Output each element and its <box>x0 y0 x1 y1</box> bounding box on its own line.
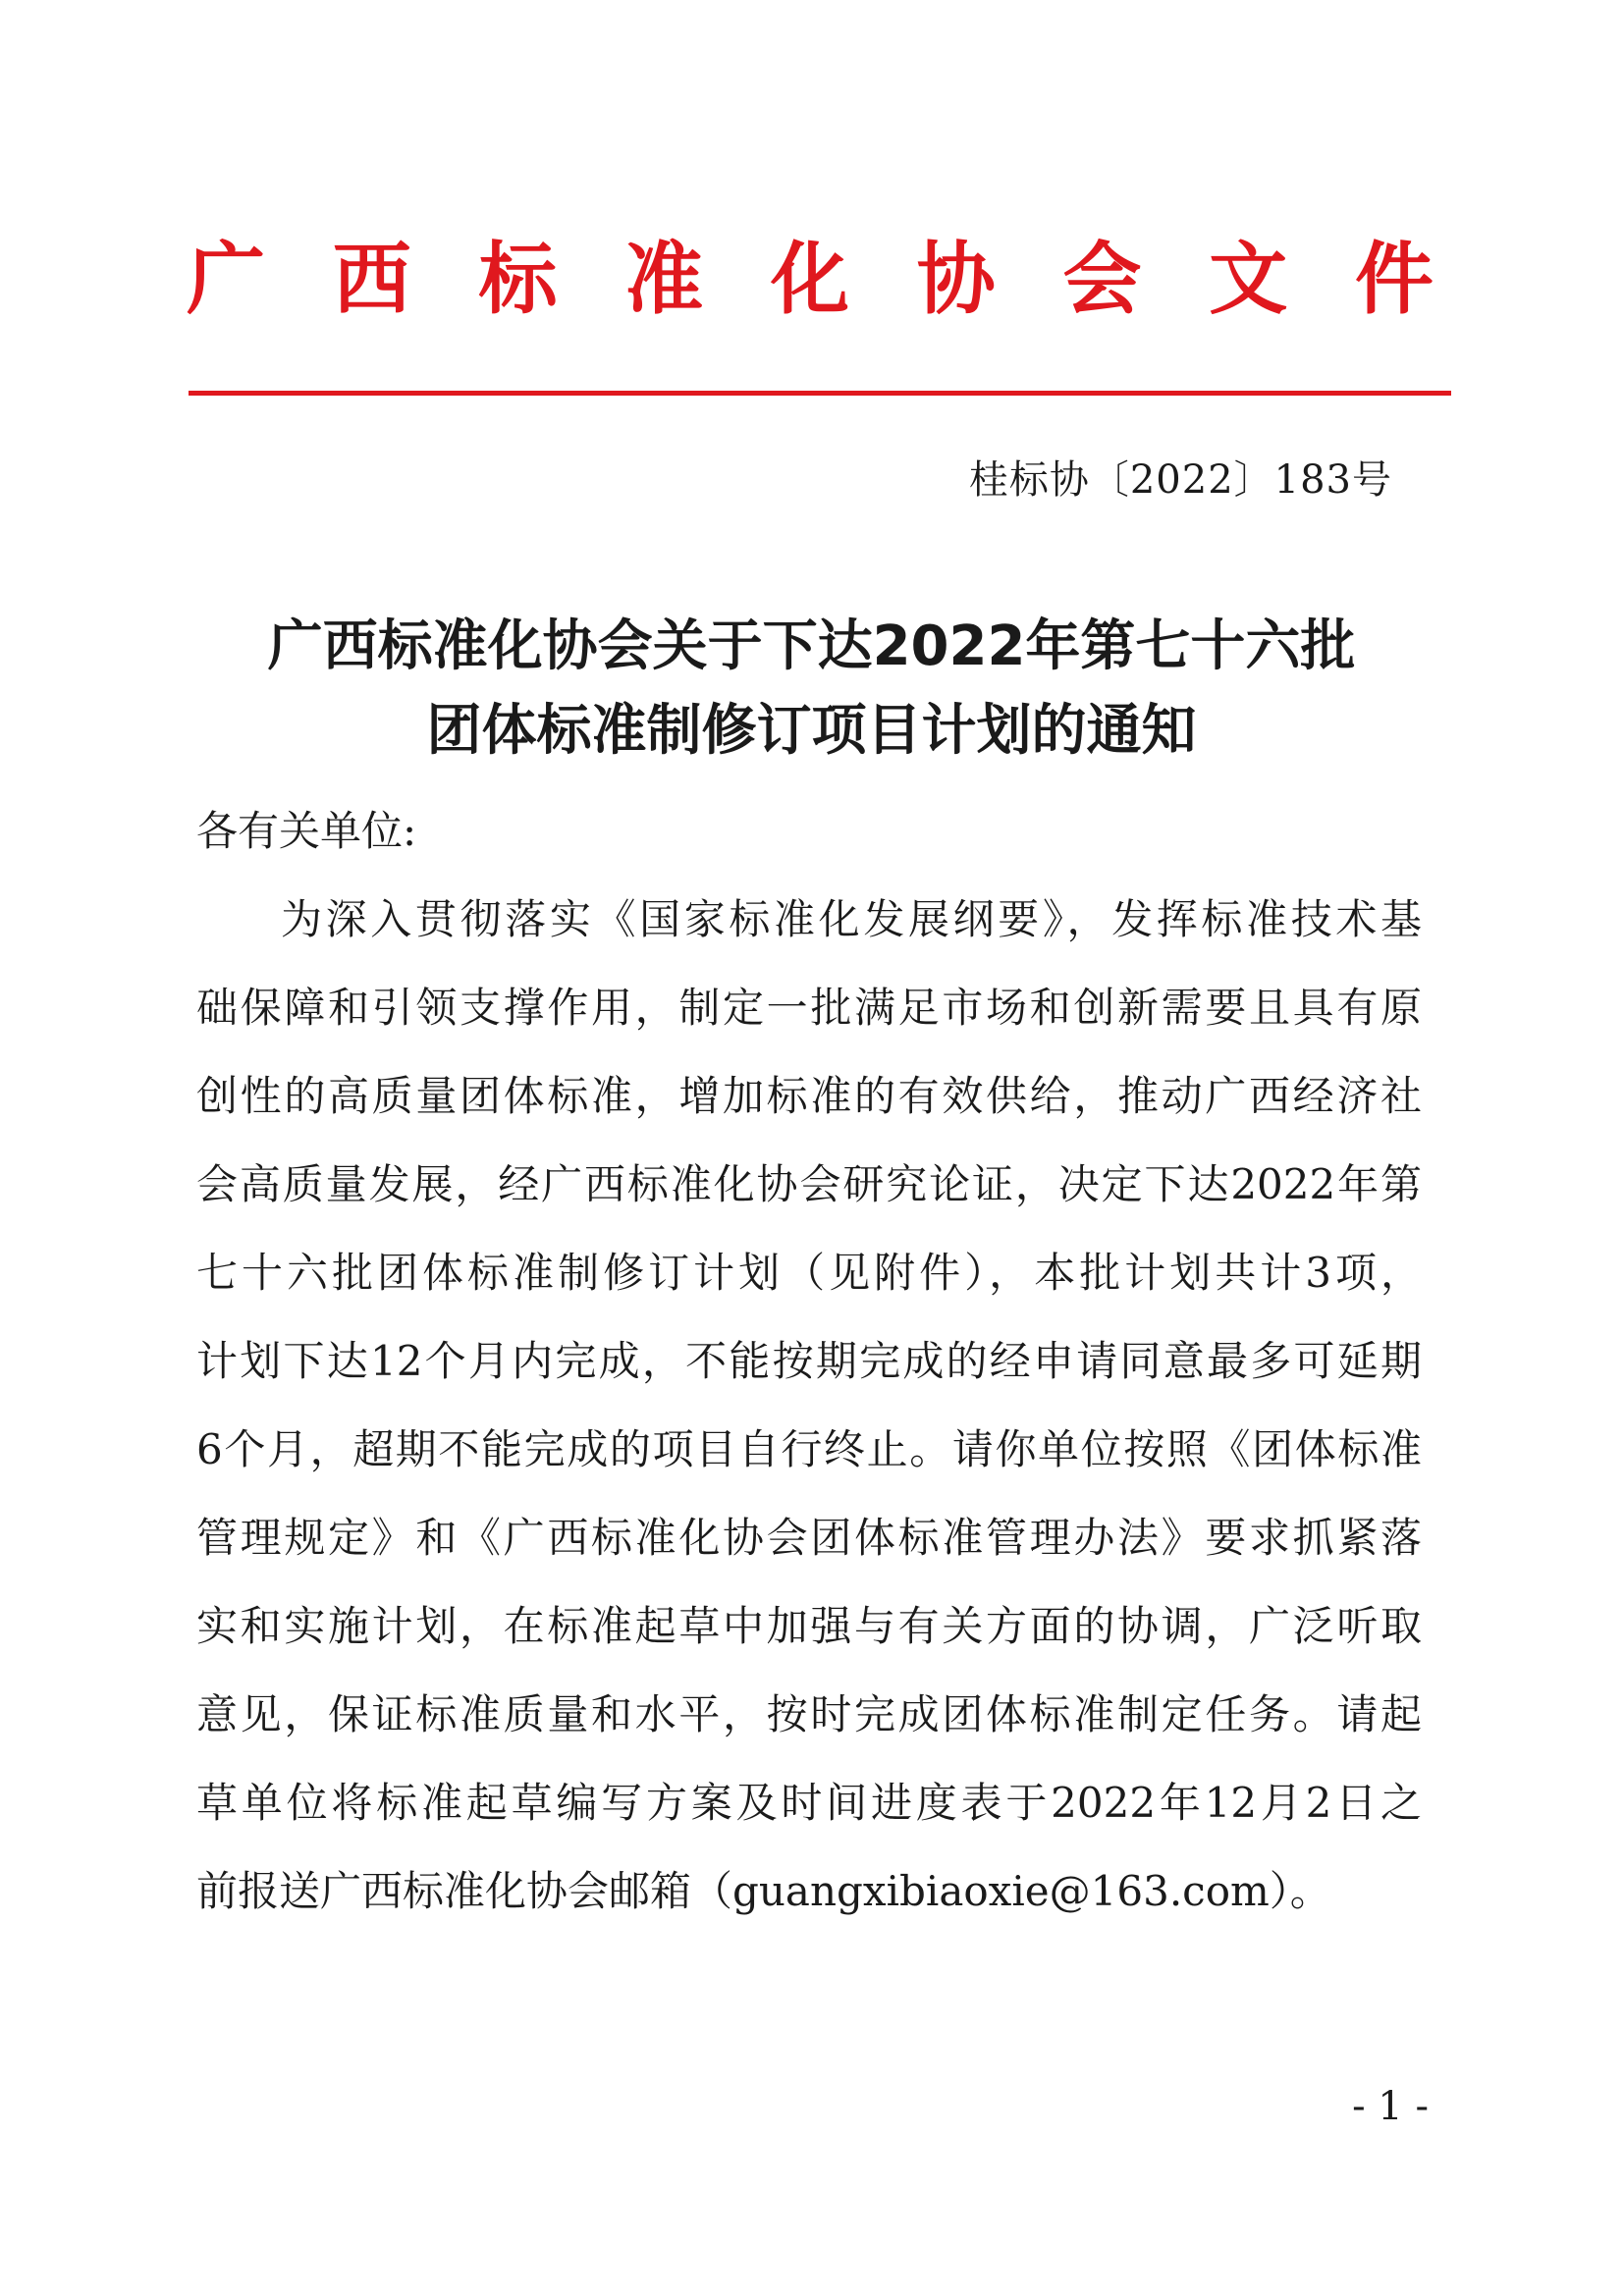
body-line: 会高质量发展，经广西标准化协会研究论证，决定下达2022年第 <box>196 1160 1422 1208</box>
document-title-line-1: 广西标准化协会关于下达2022年第七十六批 <box>267 614 1356 678</box>
body-line: 创性的高质量团体标准，增加标准的有效供给，推动广西经济社 <box>196 1072 1422 1120</box>
body-line: 础保障和引领支撑作用，制定一批满足市场和创新需要且具有原 <box>196 984 1422 1032</box>
document-title-line-2: 团体标准制修订项目计划的通知 <box>426 699 1197 763</box>
body-line: 管理规定》和《广西标准化协会团体标准管理办法》要求抓紧落 <box>196 1514 1422 1562</box>
org-header <box>187 226 1434 334</box>
document-number: 桂标协〔2022〕183号 <box>968 457 1392 503</box>
org-header-char: 会 <box>1062 234 1142 325</box>
org-header-char: 西 <box>332 234 411 325</box>
org-header-char: 文 <box>1209 234 1288 325</box>
body-line: 七十六批团体标准制修订计划（见附件），本批计划共计3项， <box>196 1249 1422 1297</box>
salutation: 各有关单位: <box>196 807 417 855</box>
body-line: 6个月，超期不能完成的项目自行终止。请你单位按照《团体标准 <box>196 1425 1422 1473</box>
org-header-char: 广 <box>187 234 265 325</box>
org-header-char: 化 <box>771 234 849 325</box>
body-line: 为深入贯彻落实《国家标准化发展纲要》，发挥标准技术基 <box>281 895 1422 943</box>
org-header-char: 准 <box>624 234 704 325</box>
org-header-char: 件 <box>1355 234 1434 325</box>
body-line: 草单位将标准起草编写方案及时间进度表于2022年12月2日之 <box>196 1779 1422 1827</box>
body-line: 意见，保证标准质量和水平，按时完成团体标准制定任务。请起 <box>196 1690 1422 1738</box>
org-header-char: 标 <box>478 234 558 325</box>
body-line: 前报送广西标准化协会邮箱（guangxibiaoxie@163.com）。 <box>196 1867 1331 1915</box>
header-divider <box>189 391 1451 396</box>
page-number: - 1 - <box>1352 2084 1429 2129</box>
body-line: 实和实施计划，在标准起草中加强与有关方面的协调，广泛听取 <box>196 1602 1422 1650</box>
body-line: 计划下达12个月内完成，不能按期完成的经申请同意最多可延期 <box>196 1337 1422 1385</box>
org-header-char: 协 <box>916 234 996 325</box>
